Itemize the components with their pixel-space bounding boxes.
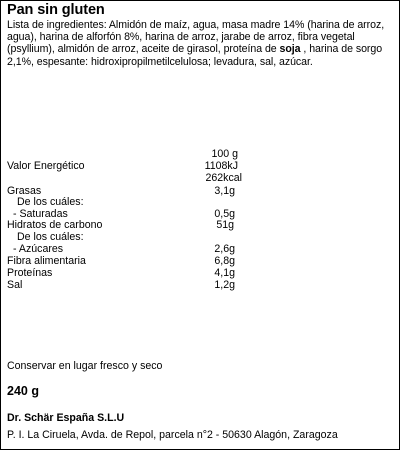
- manufacturer-name: Dr. Schär España S.L.U: [7, 412, 125, 424]
- carbohydrates-label: Hidratos de carbono: [7, 219, 103, 231]
- sugars-value: 2,6g: [214, 243, 235, 255]
- energy-kj-value: 1108kJ: [204, 160, 238, 172]
- fibre-value: 6,8g: [214, 255, 235, 267]
- product-title: Pan sin gluten: [7, 2, 105, 18]
- saturates-label: - Saturadas: [13, 208, 68, 220]
- carbs-of-which-label: De los cuáles:: [17, 231, 84, 243]
- fibre-label: Fibra alimentaria: [7, 255, 86, 267]
- ingredients-list: [7, 19, 399, 68]
- ingredients-text-part2: , harina de sorgo 2,1%, espesante: hidroxipropilmetilcelulosa; levadura, sal, azúcar.: [7, 43, 383, 68]
- manufacturer-address: P. I. La Ciruela, Avda. de Repol, parcela n°2 - 50630 Alagón, Zaragoza: [7, 429, 338, 441]
- salt-value: 1,2g: [214, 279, 235, 291]
- saturates-value: 0,5g: [214, 208, 235, 220]
- fat-label: Grasas: [7, 185, 42, 197]
- carbohydrates-value: 51g: [216, 219, 234, 231]
- energy-label: Valor Energético: [7, 160, 85, 172]
- fat-of-which-label: De los cuáles:: [17, 196, 84, 208]
- fat-value: 3,1g: [214, 185, 235, 197]
- sugars-label: - Azúcares: [13, 243, 64, 255]
- per-100g-header: 100 g: [211, 148, 238, 160]
- protein-label: Proteínas: [7, 267, 53, 279]
- ingredients-text-part1: Lista de ingredientes: Almidón de maíz, agua, masa madre 14% (harina de arroz, agua), harina de alforfón 8%, harina de arroz, jarabe de arroz, fibra vegetal (psyllium), almidón de arroz, aceite de girasol, proteína de: [7, 19, 385, 56]
- net-weight: 240 g: [7, 384, 39, 398]
- energy-kcal-value: 262kcal: [205, 172, 242, 184]
- salt-label: Sal: [7, 279, 23, 291]
- storage-instructions: Conservar en lugar fresco y seco: [7, 360, 163, 372]
- protein-value: 4,1g: [214, 267, 235, 279]
- allergen-soja: soja: [279, 43, 301, 56]
